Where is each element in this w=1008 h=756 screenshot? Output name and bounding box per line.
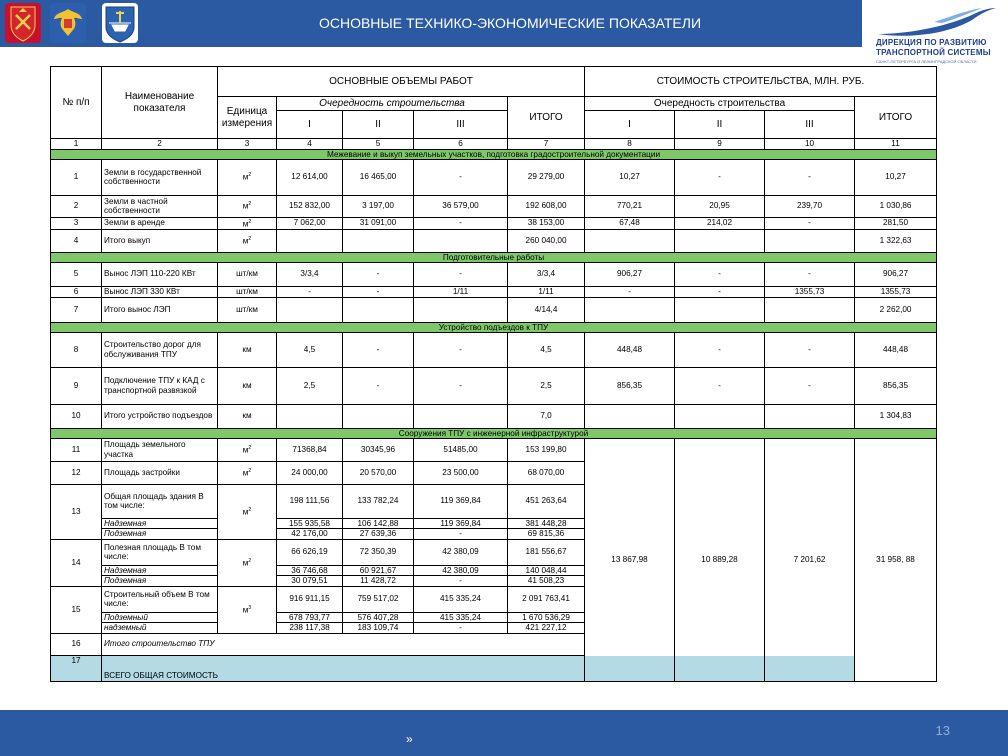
column-numbers-row <box>51 139 937 150</box>
header-cost-1: I <box>585 111 675 139</box>
cell: Подключение ТПУ к КАД с транспортной развязкой <box>102 367 218 404</box>
header-num: № п/п <box>51 67 102 139</box>
cell: - <box>675 367 765 404</box>
cell: 106 142,88 <box>343 518 414 529</box>
cell: 1/11 <box>414 286 508 297</box>
logo-line-1: ДИРЕКЦИЯ ПО РАЗВИТИЮ <box>876 38 987 47</box>
cell: 192 608,00 <box>508 195 585 217</box>
cell: Площадь земельного участка <box>102 438 218 461</box>
merged-cost-2: 10 889,28 <box>675 438 765 681</box>
cell: 421 227,12 <box>508 623 585 634</box>
cell: 4 <box>51 229 102 252</box>
merged-cost-1: 13 867,98 <box>585 438 675 681</box>
cell: 119 369,84 <box>414 484 508 518</box>
cell: Вынос ЛЭП 330 КВт <box>102 286 218 297</box>
cell: 1 322,63 <box>855 229 937 252</box>
cell: 576 407,28 <box>343 612 414 623</box>
cell: 239,70 <box>765 195 855 217</box>
cell: 71368,84 <box>277 438 343 461</box>
cell: Вынос ЛЭП 110-220 КВт <box>102 262 218 286</box>
cell: 153 199,80 <box>508 438 585 461</box>
cell: шт/км <box>218 286 277 297</box>
cell <box>765 229 855 252</box>
footer-bar <box>0 710 1008 756</box>
cell <box>343 404 414 428</box>
table-row <box>51 438 937 461</box>
cell: Общая площадь здания В том числе: <box>102 484 218 518</box>
cell: 7 <box>51 297 102 322</box>
company-logo <box>872 4 1004 68</box>
cell: 906,27 <box>855 262 937 286</box>
cell: 1 030,86 <box>855 195 937 217</box>
cell: 856,35 <box>855 367 937 404</box>
header-stage-cost: Очередность строительства <box>585 97 855 111</box>
cell: Полезная площадь В том числе: <box>102 539 218 565</box>
cell: 10,27 <box>855 159 937 195</box>
logo-line-3: САНКТ-ПЕТЕРБУРГА И ЛЕНИНГРАДСКОЙ ОБЛАСТИ <box>876 59 977 64</box>
cell: 7 062,00 <box>277 217 343 229</box>
cell: 451 263,64 <box>508 484 585 518</box>
col-num: 7 <box>508 139 585 150</box>
table-row <box>51 217 937 229</box>
logo-swoosh-icon <box>874 4 1002 38</box>
cell: 678 793,77 <box>277 612 343 623</box>
cell: - <box>414 217 508 229</box>
cell: 415 335,24 <box>414 586 508 612</box>
cell: $м^2$ <box>218 217 277 229</box>
cell: 42 380,09 <box>414 539 508 565</box>
cell <box>277 404 343 428</box>
cell: $м^2$ <box>218 438 277 461</box>
cell: 11 <box>51 438 102 461</box>
russia-coat-of-arms-icon <box>50 3 86 43</box>
cell: 4,5 <box>277 332 343 367</box>
cell <box>675 404 765 428</box>
cell: 42 380,09 <box>414 565 508 576</box>
cell: Подземная <box>102 576 218 587</box>
cell: Земли в аренде <box>102 217 218 229</box>
cell: 16 <box>51 633 102 655</box>
cell: 13 <box>51 484 102 539</box>
cell <box>414 229 508 252</box>
cell: 133 782,24 <box>343 484 414 518</box>
cell: 181 556,67 <box>508 539 585 565</box>
header-stage-2: II <box>343 111 414 139</box>
cell: Итого строительство ТПУ <box>102 633 855 655</box>
cell: 1 304,83 <box>855 404 937 428</box>
cell <box>765 297 855 322</box>
cell: 27 639,36 <box>343 529 414 540</box>
cell <box>277 229 343 252</box>
cell: 30 079,51 <box>277 576 343 587</box>
header-cost-2: II <box>675 111 765 139</box>
merged-cost-total: 31 958, 88 <box>855 438 937 681</box>
cell: 381 448,28 <box>508 518 585 529</box>
cell: шт/км <box>218 262 277 286</box>
section-preparatory: Подготовительные работы <box>51 252 937 262</box>
cell: 448,48 <box>855 332 937 367</box>
cell: $м^2$ <box>218 461 277 484</box>
table-row <box>51 404 937 428</box>
cell <box>585 297 675 322</box>
cell: Строительство дорог для обслуживания ТПУ <box>102 332 218 367</box>
cell: 415 335,24 <box>414 612 508 623</box>
cell: - <box>414 529 508 540</box>
cell: 3/3,4 <box>508 262 585 286</box>
cell: 198 111,56 <box>277 484 343 518</box>
cell: 5 <box>51 262 102 286</box>
table-row <box>51 262 937 286</box>
cell: 1/11 <box>508 286 585 297</box>
cell: 1 <box>51 159 102 195</box>
cell: - <box>765 262 855 286</box>
footer-quote: » <box>406 732 413 746</box>
logo-line-2: ТРАНСПОРТНОЙ СИСТЕМЫ <box>876 48 991 57</box>
cell: надземный <box>102 623 218 634</box>
cell: 2,5 <box>277 367 343 404</box>
spb-coat-of-arms-icon <box>5 3 41 43</box>
cell <box>585 229 675 252</box>
cell: 1355,73 <box>765 286 855 297</box>
table-row <box>51 229 937 252</box>
table-row <box>51 195 937 217</box>
cell <box>675 297 765 322</box>
cell: 3 197,00 <box>343 195 414 217</box>
cell: 214,02 <box>675 217 765 229</box>
page-number: 13 <box>935 723 950 738</box>
cell <box>343 229 414 252</box>
cell: 10 <box>51 404 102 428</box>
cell: - <box>343 286 414 297</box>
header-stage-3: III <box>414 111 508 139</box>
section-tpu-structures: Сооружения ТПУ с инженерной инфраструктурой <box>51 428 937 438</box>
cell: 36 746,68 <box>277 565 343 576</box>
cell: - <box>414 332 508 367</box>
cell: 9 <box>51 367 102 404</box>
cell <box>765 404 855 428</box>
col-num: 5 <box>343 139 414 150</box>
cell: - <box>343 262 414 286</box>
cell <box>675 229 765 252</box>
cell: 36 579,00 <box>414 195 508 217</box>
cell: 238 117,38 <box>277 623 343 634</box>
cell <box>343 297 414 322</box>
cell: 38 153,00 <box>508 217 585 229</box>
col-num: 6 <box>414 139 508 150</box>
col-num: 2 <box>102 139 218 150</box>
cell: км <box>218 404 277 428</box>
cell: 260 040,00 <box>508 229 585 252</box>
cell: 10,27 <box>585 159 675 195</box>
cell: 20,95 <box>675 195 765 217</box>
cell: 2 <box>51 195 102 217</box>
section-access-roads: Устройство подъездов к ТПУ <box>51 322 937 332</box>
header-name: Наименование показателя <box>102 67 218 139</box>
header-volumes: ОСНОВНЫЕ ОБЪЕМЫ РАБОТ <box>218 67 585 97</box>
cell: 69 815,36 <box>508 529 585 540</box>
cell: $м^2$ <box>218 229 277 252</box>
grand-total-row <box>51 655 937 681</box>
cell: 42 176,00 <box>277 529 343 540</box>
col-num: 3 <box>218 139 277 150</box>
header-unit: Единица измерения <box>218 97 277 139</box>
cell: 140 048,44 <box>508 565 585 576</box>
cell: - <box>765 159 855 195</box>
cell: 60 921,67 <box>343 565 414 576</box>
cell <box>414 297 508 322</box>
cell: 51485,00 <box>414 438 508 461</box>
cell <box>414 404 508 428</box>
cell: 67,48 <box>585 217 675 229</box>
cell: 155 935,58 <box>277 518 343 529</box>
cell: 72 350,39 <box>343 539 414 565</box>
cell: 15 <box>51 586 102 633</box>
cell <box>585 404 675 428</box>
section-land: Межевание и выкуп земельных участков, подготовка градостроительной документации <box>51 149 937 159</box>
header-bar <box>0 0 862 47</box>
cell: 1355,73 <box>855 286 937 297</box>
header-cost: СТОИМОСТЬ СТРОИТЕЛЬСТВА, МЛН. РУБ. <box>585 67 937 97</box>
header-cost-3: III <box>765 111 855 139</box>
table-row <box>51 367 937 404</box>
cell: 152 832,00 <box>277 195 343 217</box>
cell: 759 517,02 <box>343 586 414 612</box>
cell: - <box>414 159 508 195</box>
cell: 119 369,84 <box>414 518 508 529</box>
cell: км <box>218 332 277 367</box>
col-num: 9 <box>675 139 765 150</box>
cell: Подземный <box>102 612 218 623</box>
cell: Строительный объем В том числе: <box>102 586 218 612</box>
cell: 31 091,00 <box>343 217 414 229</box>
cell: 11 428,72 <box>343 576 414 587</box>
cell: 856,35 <box>585 367 675 404</box>
cell: - <box>675 262 765 286</box>
cell: - <box>675 332 765 367</box>
table-row <box>51 332 937 367</box>
col-num: 11 <box>855 139 937 150</box>
cell: - <box>343 367 414 404</box>
cell: 23 500,00 <box>414 461 508 484</box>
cell: - <box>585 286 675 297</box>
table-row <box>51 159 937 195</box>
cell: 17 <box>51 655 102 681</box>
col-num: 1 <box>51 139 102 150</box>
indicators-table <box>50 66 937 682</box>
cell: 4,5 <box>508 332 585 367</box>
cell: 1 670 536,29 <box>508 612 585 623</box>
cell: Надземная <box>102 565 218 576</box>
cell: 16 465,00 <box>343 159 414 195</box>
header-total-cost: ИТОГО <box>855 97 937 139</box>
cell: 68 070,00 <box>508 461 585 484</box>
cell <box>277 297 343 322</box>
cell: 916 911,15 <box>277 586 343 612</box>
cell: Надземная <box>102 518 218 529</box>
cell: ВСЕГО ОБЩАЯ СТОИМОСТЬ <box>102 655 855 681</box>
cell: 4/14,4 <box>508 297 585 322</box>
cell: 281,50 <box>855 217 937 229</box>
cell: Площадь застройки <box>102 461 218 484</box>
cell: 30345,96 <box>343 438 414 461</box>
cell: 906,27 <box>585 262 675 286</box>
table-row <box>51 633 937 655</box>
cell: - <box>414 262 508 286</box>
cell: Итого выкуп <box>102 229 218 252</box>
cell: 2,5 <box>508 367 585 404</box>
cell: 2 262,00 <box>855 297 937 322</box>
cell: 29 279,00 <box>508 159 585 195</box>
cell: $м^2$ <box>218 484 277 539</box>
page-title: ОСНОВНЫЕ ТЕХНИКО-ЭКОНОМИЧЕСКИЕ ПОКАЗАТЕЛИ <box>318 15 702 31</box>
cell: 2 091 763,41 <box>508 586 585 612</box>
table-row <box>51 286 937 297</box>
cell: Итого устройство подъездов <box>102 404 218 428</box>
cell: Итого вынос ЛЭП <box>102 297 218 322</box>
cell: - <box>414 623 508 634</box>
cell: 12 <box>51 461 102 484</box>
cell: 8 <box>51 332 102 367</box>
cell: 3/3,4 <box>277 262 343 286</box>
cell: Земли в государственной собственности <box>102 159 218 195</box>
cell: - <box>414 367 508 404</box>
cell: - <box>765 367 855 404</box>
cell: км <box>218 367 277 404</box>
merged-cost-3: 7 201,62 <box>765 438 855 681</box>
cell: 66 626,19 <box>277 539 343 565</box>
cell: - <box>765 217 855 229</box>
cell: 41 508,23 <box>508 576 585 587</box>
cell: - <box>414 576 508 587</box>
col-num: 8 <box>585 139 675 150</box>
cell: $м^2$ <box>218 159 277 195</box>
cell: 6 <box>51 286 102 297</box>
cell: - <box>675 286 765 297</box>
cell: 183 109,74 <box>343 623 414 634</box>
cell: 3 <box>51 217 102 229</box>
col-num: 10 <box>765 139 855 150</box>
cell: 14 <box>51 539 102 586</box>
cell: Подземная <box>102 529 218 540</box>
cell: - <box>675 159 765 195</box>
cell: - <box>343 332 414 367</box>
cell: $м^3$ <box>218 586 277 633</box>
cell: $м^2$ <box>218 195 277 217</box>
cell: - <box>765 332 855 367</box>
leningrad-oblast-coat-of-arms-icon <box>102 3 138 43</box>
cell: 7,0 <box>508 404 585 428</box>
col-num: 4 <box>277 139 343 150</box>
cell: 24 000,00 <box>277 461 343 484</box>
cell: - <box>277 286 343 297</box>
header-total: ИТОГО <box>508 97 585 139</box>
cell: шт/км <box>218 297 277 322</box>
table-row <box>51 297 937 322</box>
cell: 20 570,00 <box>343 461 414 484</box>
header-stage-1: I <box>277 111 343 139</box>
cell: 448,48 <box>585 332 675 367</box>
cell: 12 614,00 <box>277 159 343 195</box>
cell: Земли в частной собственности <box>102 195 218 217</box>
cell: $м^2$ <box>218 539 277 586</box>
header-stage: Очередность строительства <box>277 97 508 111</box>
cell: 770,21 <box>585 195 675 217</box>
